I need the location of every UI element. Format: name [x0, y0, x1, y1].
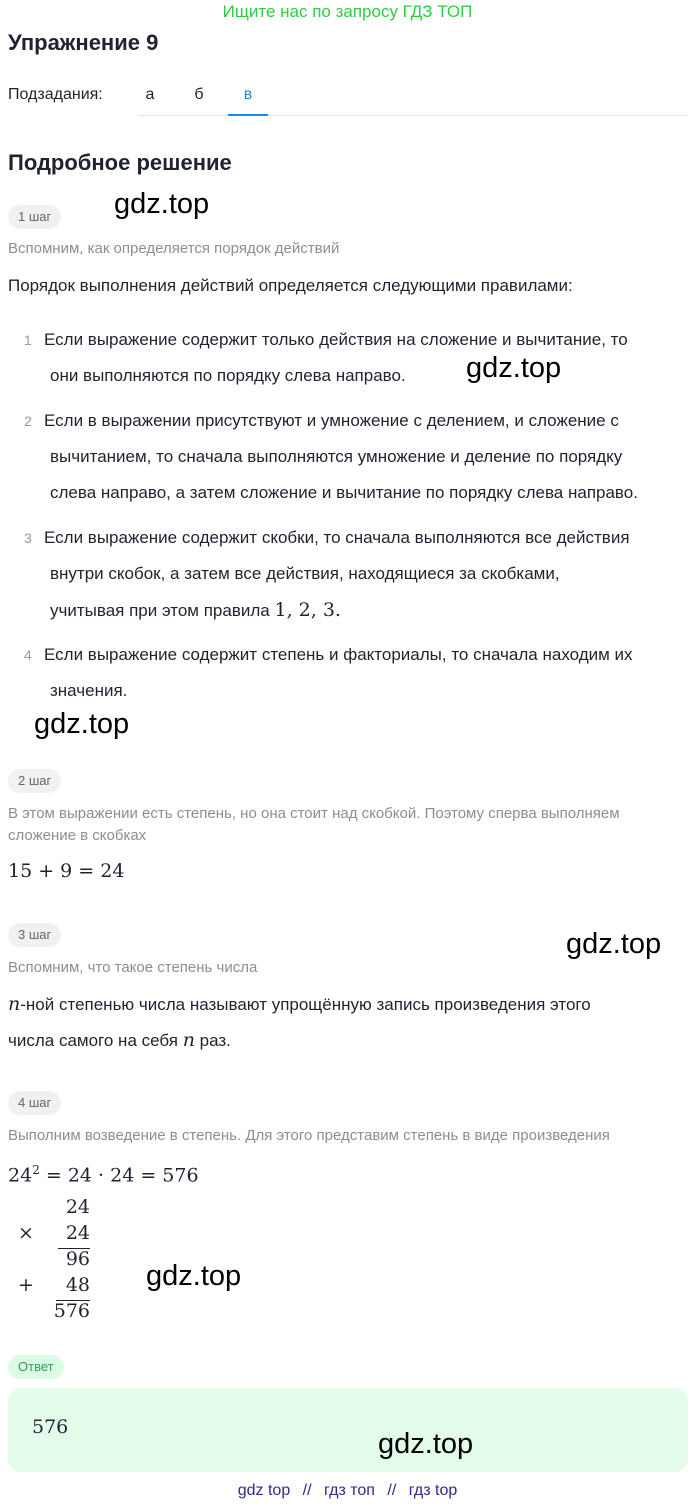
tab-b[interactable]: б	[194, 86, 204, 103]
step-2-hint-line-2: сложение в скобках	[8, 827, 147, 844]
footer-sep-1: //	[302, 1482, 312, 1499]
rule-3-math: 1, 2, 3.	[274, 599, 341, 621]
step-1-hint: Вспомним, как определяется порядок действий	[8, 240, 340, 257]
rule-2-line-3: слева направо, а затем сложение и вычитание по порядку слева направо.	[50, 483, 638, 502]
step-1-badge: 1 шаг	[8, 205, 61, 229]
step-3-text-line-2	[8, 1022, 231, 1059]
mul-factor-a: 24	[65, 1196, 90, 1218]
footer-link-3[interactable]: гдз top	[408, 1482, 458, 1499]
step-4-formula-rest: = 24 · 24 = 576	[45, 1164, 199, 1187]
rule-1	[24, 322, 684, 394]
rule-1-line-1: Если выражение содержит только действия на сложение и вычитание, то	[44, 330, 628, 349]
subtasks-bar	[8, 78, 688, 116]
rule-1-line-2: они выполняются по порядку слева направо.	[50, 366, 406, 385]
step-4-formula	[8, 1152, 199, 1193]
rule-3-line-3: учитывая при этом правила	[50, 601, 270, 620]
rule-3-number: 3	[24, 530, 32, 546]
watermark: gdz.top	[114, 188, 210, 220]
mul-factor-b: 24	[65, 1222, 90, 1244]
step-3-hint: Вспомним, что такое степень числа	[8, 959, 258, 976]
rule-1-number: 1	[24, 332, 32, 348]
footer-link-2[interactable]: гдз топ	[324, 1482, 375, 1499]
exercise-title: Упражнение 9	[8, 30, 159, 55]
step-4-formula-base: 24	[8, 1164, 33, 1187]
rule-2-number: 2	[24, 413, 32, 429]
step-4-formula-exp: 2	[32, 1163, 40, 1177]
watermark: gdz.top	[466, 352, 562, 384]
tab-v[interactable]: в	[228, 86, 268, 104]
rule-3-line-2: внутри скобок, а затем все действия, находящиеся за скобками,	[50, 564, 560, 583]
mul-partial-2: 48	[65, 1274, 90, 1296]
rule-4-number: 4	[24, 647, 32, 663]
step-3-text-line-1	[8, 986, 591, 1023]
rule-3	[24, 520, 684, 629]
solution-title: Подробное решение	[8, 150, 232, 175]
watermark: gdz.top	[378, 1428, 474, 1460]
step-2-formula: 15 + 9 = 24	[8, 860, 125, 882]
rule-4-line-2: значения.	[50, 681, 128, 700]
step-3-badge: 3 шаг	[8, 923, 61, 947]
mul-plus-sign: +	[18, 1274, 34, 1296]
column-multiplication	[10, 1196, 110, 1326]
answer-value: 576	[32, 1416, 69, 1438]
watermark: gdz.top	[34, 708, 130, 740]
footer-link-1[interactable]: gdz top	[237, 1482, 291, 1499]
step-2-badge: 2 шаг	[8, 769, 61, 793]
rule-3-line-1: Если выражение содержит скобки, то сначала выполняются все действия	[44, 528, 630, 547]
subtasks-label: Подзадания:	[8, 86, 103, 103]
watermark: gdz.top	[566, 928, 662, 960]
mul-partial-1: 96	[65, 1248, 90, 1270]
step-1-intro: Порядок выполнения действий определяется следующими правилами:	[8, 276, 573, 295]
step-3-var: n	[8, 993, 21, 1015]
step-2-hint-line-1: В этом выражении есть степень, но она стоит над скобкой. Поэтому сперва выполняем	[8, 805, 620, 822]
step-3-text-1: -ной степенью числа называют упрощённую запись произведения этого	[20, 995, 591, 1014]
top-banner: Ищите нас по запросу ГДЗ ТОП	[222, 2, 473, 21]
footer-sep-2: //	[387, 1482, 397, 1499]
step-3-text-2b: раз.	[199, 1031, 231, 1050]
step-3-var-2: n	[182, 1029, 195, 1051]
rule-4	[24, 637, 684, 709]
step-4-hint: Выполним возведение в степень. Для этого представим степень в виде произведения	[8, 1127, 610, 1144]
rule-2-line-1: Если в выражении присутствуют и умножение с делением, и сложение с	[44, 411, 619, 430]
tab-a[interactable]: а	[145, 86, 155, 103]
mul-result: 576	[53, 1300, 90, 1322]
step-3-text-2a: числа самого на себя	[8, 1031, 178, 1050]
answer-box	[8, 1388, 688, 1472]
mul-times-sign: ×	[18, 1222, 34, 1244]
rule-4-line-1: Если выражение содержит степень и факториалы, то сначала находим их	[44, 645, 633, 664]
rule-2	[24, 403, 684, 511]
footer-links	[0, 1482, 695, 1500]
subtasks-divider	[138, 115, 688, 116]
answer-badge: Ответ	[8, 1355, 64, 1379]
watermark: gdz.top	[146, 1260, 242, 1292]
step-4-badge: 4 шаг	[8, 1091, 61, 1115]
rule-2-line-2: вычитанием, то сначала выполняются умножение и деление по порядку	[50, 447, 623, 466]
